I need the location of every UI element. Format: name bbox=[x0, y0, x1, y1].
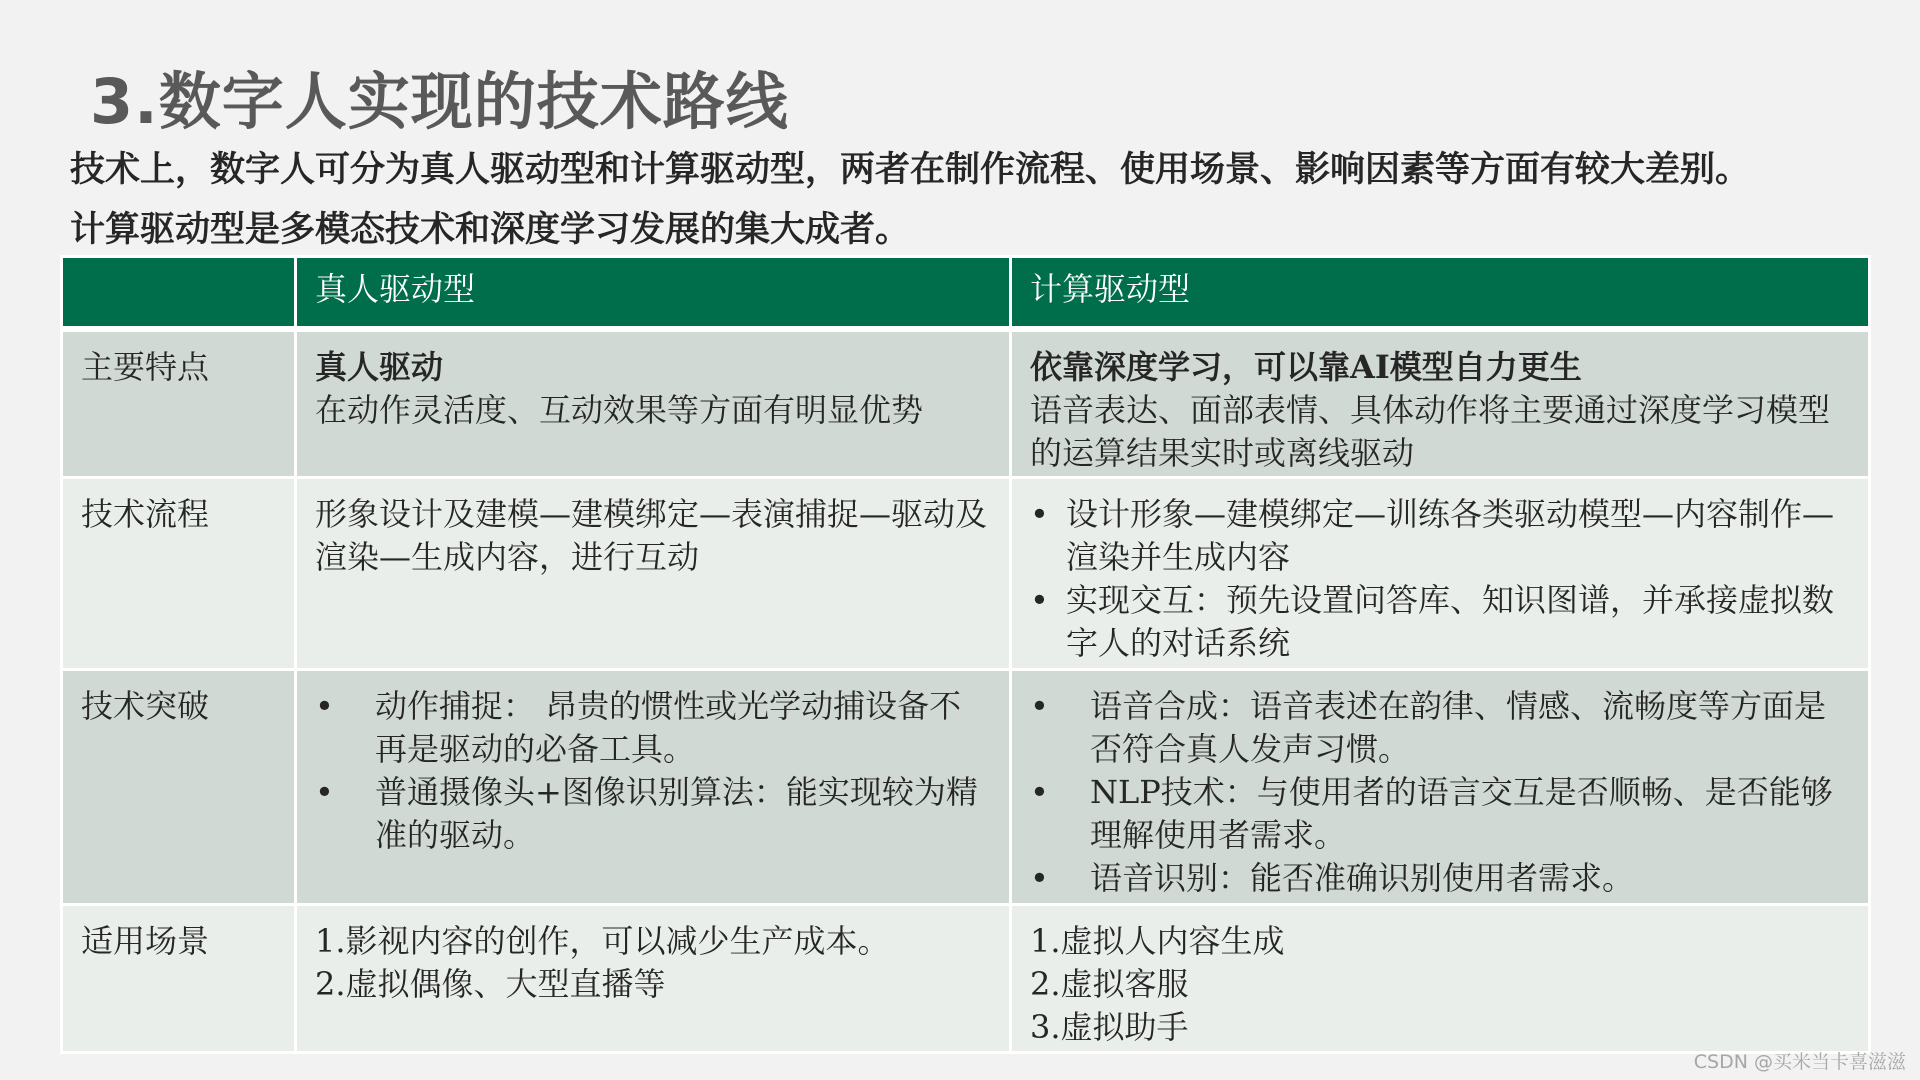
list-item: • NLP技术：与使用者的语言交互是否顺畅、是否能够理解使用者需求。 bbox=[1030, 771, 1850, 857]
scenario-line: 2.虚拟偶像、大型直播等 bbox=[315, 965, 666, 1003]
header-human-driven: 真人驱动型 bbox=[296, 257, 1011, 329]
comparison-table bbox=[60, 255, 1871, 1054]
row-label: 主要特点 bbox=[62, 329, 296, 478]
human-scenarios-cell bbox=[296, 905, 1011, 1053]
computed-process-cell bbox=[1011, 478, 1870, 670]
list-item: • 设计形象—建模绑定—训练各类驱动模型—内容制作—渲染并生成内容 bbox=[1030, 493, 1850, 579]
intro-text bbox=[70, 140, 1870, 260]
computed-breakthrough-cell bbox=[1011, 670, 1870, 905]
human-process-text: 形象设计及建模—建模绑定—表演捕捉—驱动及渲染—生成内容，进行互动 bbox=[315, 495, 988, 576]
table-row-process bbox=[62, 478, 1870, 670]
intro-line-2: 计算驱动型是多模态技术和深度学习发展的集大成者。 bbox=[70, 210, 911, 250]
row-label: 技术流程 bbox=[62, 478, 296, 670]
computed-features-text: 语音表达、面部表情、具体动作将主要通过深度学习模型的运算结果实时或离线驱动 bbox=[1030, 390, 1831, 472]
computed-features-heading: 依靠深度学习，可以靠AI模型自力更生 bbox=[1030, 347, 1582, 386]
row-label: 技术突破 bbox=[62, 670, 296, 905]
scenario-line: 2.虚拟客服 bbox=[1030, 965, 1189, 1003]
computed-process-list bbox=[1030, 493, 1850, 665]
computed-breakthrough-list bbox=[1030, 685, 1850, 900]
header-computation-driven: 计算驱动型 bbox=[1011, 257, 1870, 329]
intro-line-1: 技术上，数字人可分为真人驱动型和计算驱动型，两者在制作流程、使用场景、影响因素等方面有较大差别。 bbox=[70, 150, 1751, 190]
row-label: 适用场景 bbox=[62, 905, 296, 1053]
list-item: • 实现交互：预先设置问答库、知识图谱，并承接虚拟数字人的对话系统 bbox=[1030, 579, 1850, 665]
scenario-line: 3.虚拟助手 bbox=[1030, 1008, 1189, 1046]
human-breakthrough-list bbox=[315, 685, 991, 857]
computed-scenarios-cell bbox=[1011, 905, 1870, 1053]
human-features-text: 在动作灵活度、互动效果等方面有明显优势 bbox=[315, 390, 924, 429]
list-item: • 普通摄像头+图像识别算法：能实现较为精准的驱动。 bbox=[315, 771, 991, 857]
human-process-cell bbox=[296, 478, 1011, 670]
list-item: • 动作捕捉： 昂贵的惯性或光学动捕设备不再是驱动的必备工具。 bbox=[315, 685, 991, 771]
scenario-line: 1.影视内容的创作，可以减少生产成本。 bbox=[315, 922, 890, 960]
table-header-row bbox=[62, 257, 1870, 329]
computed-features-cell bbox=[1011, 329, 1870, 478]
page-title: 3.数字人实现的技术路线 bbox=[90, 65, 789, 138]
scenario-line: 1.虚拟人内容生成 bbox=[1030, 922, 1285, 960]
list-item: • 语音识别：能否准确识别使用者需求。 bbox=[1030, 857, 1850, 900]
watermark: CSDN @买米当卡喜滋滋 bbox=[1693, 1051, 1906, 1073]
table-row-scenarios bbox=[62, 905, 1870, 1053]
table-row-breakthrough bbox=[62, 670, 1870, 905]
table-row-features bbox=[62, 329, 1870, 478]
header-empty-cell bbox=[62, 257, 296, 329]
list-item: • 语音合成：语音表述在韵律、情感、流畅度等方面是否符合真人发声习惯。 bbox=[1030, 685, 1850, 771]
human-breakthrough-cell bbox=[296, 670, 1011, 905]
human-features-heading: 真人驱动 bbox=[315, 347, 444, 386]
human-features-cell bbox=[296, 329, 1011, 478]
